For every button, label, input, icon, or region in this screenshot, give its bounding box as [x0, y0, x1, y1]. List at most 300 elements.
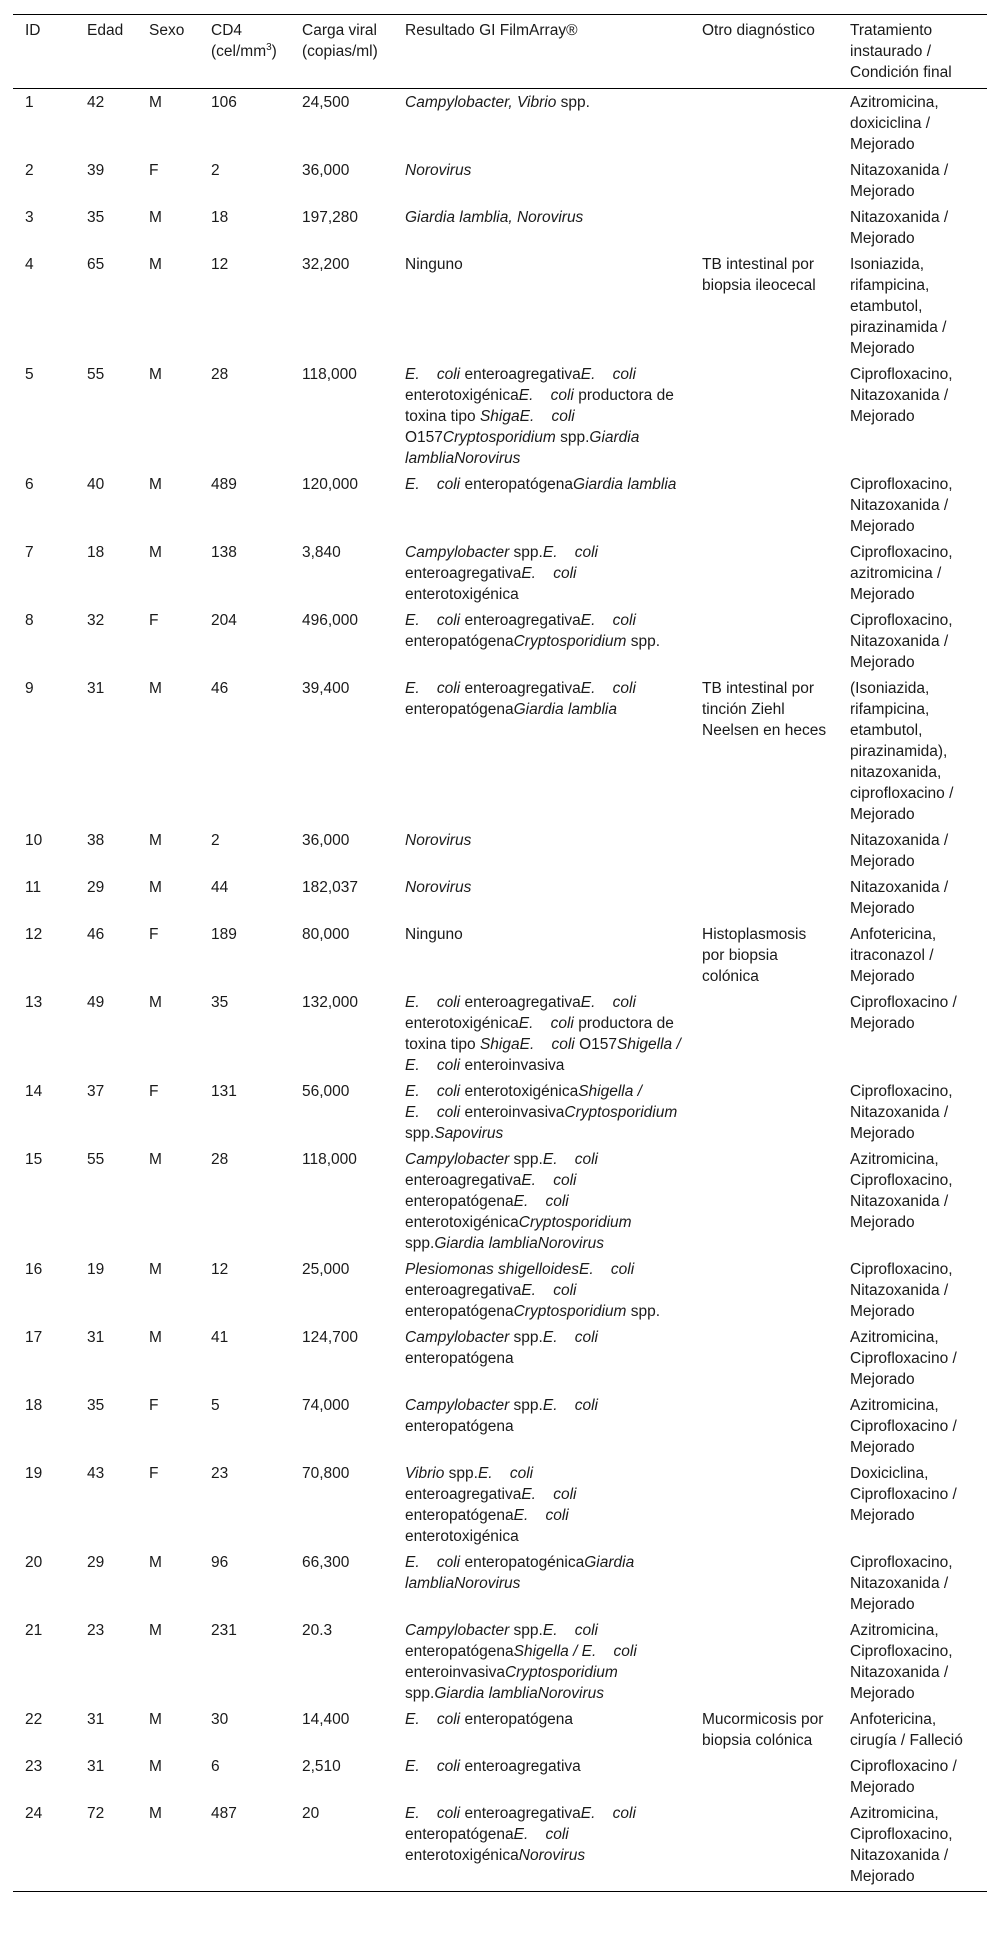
organism-name: E. coli [580, 994, 636, 1011]
cell-carga-viral: 197,280 [302, 209, 359, 226]
table-row [13, 1549, 987, 1617]
cell-carga-viral: 32,200 [302, 256, 350, 273]
cell-cd4: 41 [211, 1329, 229, 1346]
organism-descriptor: enteropatógena [405, 633, 514, 650]
organism-name: E. coli [513, 1193, 569, 1210]
cell-id: 18 [25, 1397, 43, 1414]
cell-resultado [393, 1617, 690, 1706]
cell-otro-diagnostico: TB intestinal por biopsia ileocecal [702, 256, 816, 294]
cell-sexo: M [149, 1261, 162, 1278]
cell-carga-viral: 182,037 [302, 879, 359, 896]
organism-name: Shiga [479, 408, 520, 425]
cell-otro-diagnostico [690, 89, 838, 158]
organism-name: Cryptosporidium [564, 1104, 678, 1121]
cell-carga-viral: 56,000 [302, 1083, 350, 1100]
cell-tratamiento: Azitromicina, Ciprofloxacino, Nitazoxanida / Mejorado [850, 1622, 953, 1702]
organism-name: E. coli [405, 1554, 461, 1571]
organism-name: Norovirus [537, 1235, 605, 1252]
organism-name: E. coli [521, 1486, 577, 1503]
organism-descriptor: enteroagregativa [460, 1805, 581, 1822]
table-row [13, 1706, 987, 1753]
cell-cd4: 18 [211, 209, 229, 226]
cell-cd4: 5 [211, 1397, 220, 1414]
cell-sexo: M [149, 1554, 162, 1571]
organism-name: E. coli [405, 994, 461, 1011]
organism-name: E. coli [580, 612, 636, 629]
organism-name: Cryptosporidium [513, 1303, 627, 1320]
cell-cd4: 44 [211, 879, 229, 896]
table-row [13, 1256, 987, 1324]
organism-descriptor: enterotoxigénica [405, 1015, 519, 1032]
organism-descriptor: enterotoxigénica [405, 387, 519, 404]
cell-resultado [393, 204, 690, 251]
cell-otro-diagnostico: Mucormicosis por biopsia colónica [702, 1711, 824, 1749]
cell-sexo: M [149, 1329, 162, 1346]
organism-name: Cryptosporidium [504, 1664, 618, 1681]
organism-name: E. coli [405, 1083, 461, 1100]
cell-edad: 18 [87, 544, 105, 561]
cell-cd4: 204 [211, 612, 237, 629]
table-row [13, 1146, 987, 1256]
cell-otro-diagnostico [690, 874, 838, 921]
table-row [13, 874, 987, 921]
cell-resultado [393, 1549, 690, 1617]
organism-descriptor: enteropatógena [405, 1418, 514, 1435]
organism-descriptor: enteroagregativa [460, 1758, 581, 1775]
cell-id: 23 [25, 1758, 43, 1775]
cell-id: 11 [25, 879, 42, 896]
organism-name: Campylobacter [405, 1622, 510, 1639]
cell-resultado [393, 251, 690, 361]
cell-tratamiento: Ciprofloxacino, Nitazoxanida / Mejorado [850, 1083, 953, 1142]
cell-carga-viral: 118,000 [302, 366, 357, 383]
organism-descriptor: spp. [509, 1329, 543, 1346]
organism-name: E. coli [518, 1015, 574, 1032]
header-cd4-label: CD4 [211, 22, 243, 39]
cell-cd4: 487 [199, 1800, 290, 1892]
cell-id: 4 [25, 256, 34, 273]
table-body [13, 89, 987, 1892]
cell-sexo: M [137, 1800, 199, 1892]
cell-tratamiento: Nitazoxanida / Mejorado [850, 832, 949, 870]
cell-edad: 29 [87, 879, 105, 896]
table-row [13, 471, 987, 539]
header-cd4 [199, 15, 290, 89]
cell-otro-diagnostico [690, 1800, 838, 1892]
cell-cd4: 138 [211, 544, 237, 561]
cell-edad: 46 [87, 926, 105, 943]
cell-sexo: F [149, 1465, 159, 1482]
organism-descriptor: enterotoxigénica [405, 1847, 519, 1864]
header-tratamiento: Tratamiento instaurado / Condición final [838, 15, 987, 89]
organism-name: Campylobacter [405, 1397, 510, 1414]
cell-carga-viral: 24,500 [302, 94, 350, 111]
cell-edad: 39 [87, 162, 105, 179]
organism-name: Shigella / E. coli [513, 1643, 637, 1660]
organism-name: Giardia lamblia, Norovirus [405, 209, 584, 226]
table-row [13, 204, 987, 251]
cell-resultado [393, 157, 690, 204]
organism-descriptor: enteroinvasiva [460, 1104, 565, 1121]
header-cd4-sup: 3 [266, 41, 272, 53]
cell-carga-viral: 36,000 [302, 832, 350, 849]
cell-sexo: M [149, 1711, 162, 1728]
cell-otro-diagnostico [690, 361, 838, 471]
organism-name: E. coli [405, 1758, 461, 1775]
cell-id: 7 [25, 544, 34, 561]
organism-name: E. coli [405, 366, 461, 383]
organism-descriptor: enterotoxigénica [405, 1214, 519, 1231]
organism-name: Shigella / E. coli [405, 1036, 681, 1074]
cell-carga-viral: 20 [290, 1800, 393, 1892]
organism-descriptor: Ninguno [405, 256, 463, 273]
organism-descriptor: enteroinvasiva [405, 1664, 505, 1681]
organism-name: E. coli [542, 1397, 598, 1414]
cell-edad: 49 [87, 994, 105, 1011]
cell-tratamiento: Ciprofloxacino, Nitazoxanida / Mejorado [850, 1554, 953, 1613]
organism-name: Cryptosporidium [518, 1214, 632, 1231]
cell-resultado [393, 1460, 690, 1549]
cell-otro-diagnostico: TB intestinal por tinción Ziehl Neelsen en heces [702, 680, 827, 739]
cell-id: 1 [25, 94, 34, 111]
cell-id: 5 [25, 366, 34, 383]
organism-name: Campylobacter, Vibrio [405, 94, 557, 111]
cell-resultado [393, 89, 690, 158]
cell-edad: 35 [87, 1397, 105, 1414]
organism-descriptor: spp. [405, 1125, 435, 1142]
organism-name: Giardia lamblia [434, 1235, 538, 1252]
cell-carga-viral: 124,700 [302, 1329, 359, 1346]
cell-tratamiento: Azitromicina, doxiciclina / Mejorado [850, 94, 939, 153]
cell-otro-diagnostico [690, 471, 838, 539]
cell-cd4: 6 [211, 1758, 220, 1775]
organism-descriptor: enteroagregativa [405, 1282, 522, 1299]
organism-descriptor: spp. [405, 1235, 435, 1252]
cell-cd4: 28 [211, 1151, 229, 1168]
table-row [13, 1460, 987, 1549]
cell-edad: 42 [87, 94, 105, 111]
organism-name: E. coli [580, 366, 636, 383]
cell-tratamiento: Ciprofloxacino, Nitazoxanida / Mejorado [850, 476, 953, 535]
cell-cd4: 2 [211, 832, 220, 849]
cell-edad: 65 [87, 256, 105, 273]
organism-descriptor: enteropatógena [405, 701, 514, 718]
cell-cd4: 23 [211, 1465, 229, 1482]
table-row [13, 251, 987, 361]
cell-tratamiento: Ciprofloxacino / Mejorado [850, 1758, 957, 1796]
cell-carga-viral: 3,840 [302, 544, 341, 561]
cell-edad: 40 [87, 476, 105, 493]
cell-resultado [393, 471, 690, 539]
cell-carga-viral: 36,000 [302, 162, 350, 179]
cell-tratamiento: Azitromicina, Ciprofloxacino / Mejorado [850, 1397, 957, 1456]
organism-name: Cryptosporidium [513, 633, 627, 650]
organism-descriptor: enteropatógena [460, 476, 574, 493]
cell-sexo: M [149, 1151, 162, 1168]
cell-otro-diagnostico [690, 1256, 838, 1324]
header-id: ID [13, 15, 75, 89]
cell-tratamiento: Isoniazida, rifampicina, etambutol, pirazinamida / Mejorado [850, 256, 947, 357]
organism-name: E. coli [521, 1282, 577, 1299]
organism-descriptor: O157 [405, 429, 443, 446]
organism-name: Campylobacter [405, 1329, 510, 1346]
cell-edad: 32 [87, 612, 105, 629]
cell-sexo: M [149, 256, 162, 273]
organism-name: E. coli [405, 680, 461, 697]
cell-edad: 23 [87, 1622, 105, 1639]
table-row [13, 1800, 987, 1892]
cell-sexo: M [149, 544, 162, 561]
cell-carga-viral: 20.3 [302, 1622, 333, 1639]
results-table [13, 14, 987, 1892]
header-resultado: Resultado GI FilmArray® [393, 15, 690, 89]
cell-carga-viral: 70,800 [302, 1465, 350, 1482]
cell-id: 20 [25, 1554, 43, 1571]
header-edad: Edad [75, 15, 137, 89]
cell-resultado [393, 361, 690, 471]
organism-name: Cryptosporidium [442, 429, 556, 446]
organism-name: E. coli [521, 1172, 577, 1189]
cell-id: 15 [25, 1151, 43, 1168]
organism-descriptor: spp. [555, 429, 590, 446]
organism-name: E. coli [542, 1622, 598, 1639]
cell-otro-diagnostico [690, 1324, 838, 1392]
header-carga-viral: Carga viral (copias/ml) [290, 15, 393, 89]
organism-descriptor: enteropatogénica [460, 1554, 585, 1571]
organism-name: E. coli [513, 1507, 569, 1524]
organism-name: Vibrio [405, 1465, 445, 1482]
cell-cd4: 35 [211, 994, 229, 1011]
cell-tratamiento: Ciprofloxacino, Nitazoxanida / Mejorado [850, 366, 953, 425]
cell-sexo: M [149, 680, 162, 697]
organism-name: Norovirus [518, 1847, 586, 1864]
cell-tratamiento: Anfotericina, itraconazol / Mejorado [850, 926, 937, 985]
cell-otro-diagnostico [690, 827, 838, 874]
organism-name: E. coli [519, 1036, 575, 1053]
cell-tratamiento: Ciprofloxacino, Nitazoxanida / Mejorado [850, 612, 953, 671]
cell-sexo: M [149, 832, 162, 849]
cell-resultado [393, 675, 690, 827]
cell-resultado [393, 1146, 690, 1256]
cell-edad: 72 [75, 1800, 137, 1892]
cell-carga-viral: 74,000 [302, 1397, 350, 1414]
cell-otro-diagnostico [690, 1460, 838, 1549]
cell-otro-diagnostico [690, 607, 838, 675]
organism-name: Norovirus [405, 832, 472, 849]
table-row [13, 607, 987, 675]
cell-tratamiento: Ciprofloxacino / Mejorado [850, 994, 957, 1032]
cell-edad: 43 [87, 1465, 105, 1482]
cell-tratamiento: (Isoniazida, rifampicina, etambutol, pirazinamida), nitazoxanida, ciprofloxacino / Mejorado [850, 680, 954, 823]
table-row [13, 989, 987, 1078]
cell-cd4: 28 [211, 366, 229, 383]
organism-descriptor: enteroagregativa [460, 994, 581, 1011]
cell-edad: 55 [87, 1151, 105, 1168]
cell-id: 9 [25, 680, 34, 697]
cell-cd4: 231 [211, 1622, 237, 1639]
organism-name: Shigella / E. coli [405, 1083, 642, 1121]
organism-name: E. coli [477, 1465, 534, 1482]
cell-otro-diagnostico: Histoplasmosis por biopsia colónica [702, 926, 807, 985]
cell-cd4: 12 [211, 256, 229, 273]
cell-carga-viral: 120,000 [302, 476, 359, 493]
organism-name: Giardia lamblia [405, 429, 640, 467]
organism-name: Giardia lamblia [513, 701, 617, 718]
cell-id: 17 [25, 1329, 43, 1346]
table-row [13, 827, 987, 874]
organism-descriptor: spp. [626, 633, 661, 650]
cell-resultado [393, 827, 690, 874]
organism-name: Norovirus [405, 879, 472, 896]
cell-resultado [393, 1706, 690, 1753]
organism-name: Norovirus [454, 1575, 521, 1592]
organism-name: Shiga [479, 1036, 520, 1053]
cell-sexo: F [149, 926, 159, 943]
organism-name: E. coli [580, 1805, 636, 1822]
organism-descriptor: enteropatógena [405, 1303, 514, 1320]
cell-carga-viral: 66,300 [302, 1554, 350, 1571]
table-header [13, 15, 987, 89]
cell-otro-diagnostico [690, 1549, 838, 1617]
cell-id: 10 [25, 832, 43, 849]
header-row [13, 15, 987, 89]
cell-edad: 38 [87, 832, 105, 849]
cell-id: 14 [25, 1083, 43, 1100]
cell-id: 22 [25, 1711, 43, 1728]
cell-carga-viral: 14,400 [302, 1711, 350, 1728]
cell-resultado [393, 1800, 690, 1892]
cell-tratamiento: Nitazoxanida / Mejorado [850, 209, 949, 247]
cell-sexo: F [149, 612, 159, 629]
cell-cd4: 189 [211, 926, 237, 943]
organism-descriptor: spp. [509, 1151, 543, 1168]
cell-otro-diagnostico [690, 1078, 838, 1146]
organism-name: Plesiomonas shigelloides [405, 1261, 580, 1278]
cell-tratamiento: Nitazoxanida / Mejorado [850, 879, 949, 917]
cell-edad: 35 [87, 209, 105, 226]
organism-name: E. coli [405, 612, 461, 629]
table-row [13, 1324, 987, 1392]
header-otro-diagnostico: Otro diagnóstico [690, 15, 838, 89]
cell-sexo: M [149, 879, 162, 896]
header-cd4-unit-close: ) [271, 43, 277, 60]
cell-edad: 31 [87, 1329, 105, 1346]
organism-name: Sapovirus [434, 1125, 504, 1142]
cell-carga-viral: 80,000 [302, 926, 350, 943]
table-row [13, 1078, 987, 1146]
cell-id: 19 [25, 1465, 43, 1482]
organism-descriptor: enteropatógena [405, 1507, 514, 1524]
cell-id: 21 [25, 1622, 43, 1639]
organism-name: E. coli [405, 476, 461, 493]
cell-otro-diagnostico [690, 539, 838, 607]
cell-otro-diagnostico [690, 1753, 838, 1800]
cell-otro-diagnostico [690, 1146, 838, 1256]
cell-sexo: F [149, 1083, 159, 1100]
cell-edad: 37 [87, 1083, 105, 1100]
cell-edad: 31 [87, 1711, 105, 1728]
organism-descriptor: spp. [626, 1303, 661, 1320]
organism-name: Giardia lamblia [434, 1685, 538, 1702]
header-cd4-unit: (cel/mm [211, 43, 267, 60]
cell-cd4: 131 [211, 1083, 237, 1100]
cell-otro-diagnostico [690, 157, 838, 204]
cell-carga-viral: 118,000 [302, 1151, 357, 1168]
cell-id: 12 [25, 926, 43, 943]
cell-otro-diagnostico [690, 204, 838, 251]
cell-cd4: 46 [211, 680, 229, 697]
cell-sexo: M [149, 994, 162, 1011]
organism-name: Giardia lamblia [573, 476, 677, 493]
cell-sexo: M [149, 1758, 162, 1775]
organism-descriptor: spp. [509, 1397, 543, 1414]
organism-descriptor: enteroagregativa [405, 565, 522, 582]
organism-descriptor: enteropatógena [405, 1826, 514, 1843]
cell-carga-viral: 39,400 [302, 680, 350, 697]
cell-resultado [393, 539, 690, 607]
cell-sexo: M [149, 366, 162, 383]
cell-sexo: M [149, 94, 162, 111]
cell-id: 13 [25, 994, 43, 1011]
cell-sexo: M [149, 476, 162, 493]
cell-carga-viral: 25,000 [302, 1261, 350, 1278]
cell-edad: 29 [87, 1554, 105, 1571]
cell-cd4: 12 [211, 1261, 229, 1278]
cell-resultado [393, 1392, 690, 1460]
cell-id: 16 [25, 1261, 43, 1278]
cell-resultado [393, 989, 690, 1078]
organism-name: Campylobacter [405, 1151, 510, 1168]
organism-descriptor: enteropatógena [460, 1711, 574, 1728]
cell-otro-diagnostico [690, 1392, 838, 1460]
header-sexo: Sexo [137, 15, 199, 89]
cell-otro-diagnostico [690, 989, 838, 1078]
table-row [13, 361, 987, 471]
organism-name: Norovirus [405, 162, 472, 179]
cell-resultado [393, 874, 690, 921]
cell-tratamiento: Doxiciclina, Ciprofloxacino / Mejorado [850, 1465, 957, 1524]
organism-name: Giardia lamblia [405, 1554, 635, 1592]
cell-carga-viral: 2,510 [302, 1758, 341, 1775]
cell-sexo: M [149, 1622, 162, 1639]
organism-name: E. coli [405, 1711, 461, 1728]
table-row [13, 157, 987, 204]
organism-descriptor: enteroagregativa [460, 366, 581, 383]
cell-id: 3 [25, 209, 34, 226]
cell-resultado [393, 1256, 690, 1324]
cell-sexo: F [149, 1397, 159, 1414]
organism-name: E. coli [542, 1329, 598, 1346]
organism-name: E. coli [405, 1805, 461, 1822]
cell-edad: 31 [87, 680, 105, 697]
organism-descriptor: enteroinvasiva [460, 1057, 565, 1074]
cell-tratamiento: Azitromicina, Ciprofloxacino / Mejorado [850, 1329, 957, 1388]
cell-carga-viral: 496,000 [302, 612, 359, 629]
cell-cd4: 96 [211, 1554, 229, 1571]
cell-cd4: 2 [211, 162, 220, 179]
organism-descriptor: enteropatógena [405, 1350, 514, 1367]
organism-name: E. coli [542, 1151, 598, 1168]
cell-resultado [393, 1753, 690, 1800]
organism-name: Norovirus [454, 450, 521, 467]
organism-name: E. coli [580, 680, 636, 697]
organism-descriptor: enterotoxigénica [405, 586, 519, 603]
cell-tratamiento: Azitromicina, Ciprofloxacino, Nitazoxanida / Mejorado [838, 1800, 987, 1892]
organism-name: E. coli [513, 1826, 569, 1843]
organism-descriptor: Ninguno [405, 926, 463, 943]
cell-cd4: 30 [211, 1711, 229, 1728]
table-container [13, 14, 987, 1892]
